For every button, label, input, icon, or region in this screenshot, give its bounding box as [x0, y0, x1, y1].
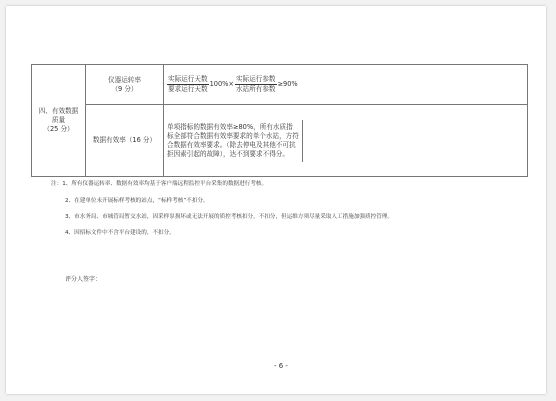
- data-validity-desc-cell: [164, 105, 528, 177]
- actual-params: 实际运行参数: [235, 75, 276, 83]
- category-cell: [32, 65, 86, 177]
- operation-rate-cell: [86, 65, 164, 105]
- document-page: [6, 6, 546, 394]
- note-1: 注：1、所有仪器运转率、数据有效率均基于客户端远程监控平台采集的数据进行考核。: [51, 181, 268, 187]
- page-number: - 6 -: [274, 362, 288, 370]
- operation-rate-formula: [164, 75, 527, 94]
- multiplier: 100%×: [209, 80, 234, 88]
- evaluation-table: [31, 64, 528, 177]
- required-days: 要求运行天数: [168, 85, 208, 93]
- desc-wrap: [164, 120, 527, 162]
- data-validity-cell: [86, 105, 164, 177]
- blank-area: [303, 120, 527, 162]
- data-validity-desc: 单项指标的数据有效率≥80%，所有水质指标全部符合数据有效率要求的单个水站，方符合数据有效率要求。（除去停电及其他不可抗拒因素引起的故障），达不到要求不得分。: [164, 120, 303, 162]
- note-2: 2、在建单位未开展标样考核的站点，“标样考核”不扣分。: [65, 198, 209, 204]
- threshold: ≥90%: [277, 80, 298, 88]
- operation-rate-formula-cell: [164, 65, 528, 105]
- operation-rate-score: （9 分）: [111, 84, 138, 93]
- all-params: 水站所有参数: [235, 85, 276, 93]
- fraction-params: [235, 75, 277, 94]
- data-validity-label: 数据有效率（16 分）: [92, 136, 157, 144]
- operation-rate-label: 仪器运转率: [108, 75, 141, 84]
- note-3: 3、市水务局、市城管局暂交水站，因采样泵损坏或无法开展的质控考核扣分，不扣分，但运维方须尽量采取人工措施加强质控管理。: [65, 214, 393, 220]
- category-line-3: （25 分）: [43, 125, 74, 133]
- signer-label: 评分人签字：: [65, 276, 102, 283]
- category-line-2: 质量: [51, 116, 66, 124]
- note-4: 4、因招标文件中不含平台建设的，不扣分。: [65, 230, 175, 236]
- category-line-1: 四、有效数据: [38, 107, 79, 115]
- actual-days: 实际运行天数: [168, 75, 208, 83]
- fraction-days: [167, 75, 209, 94]
